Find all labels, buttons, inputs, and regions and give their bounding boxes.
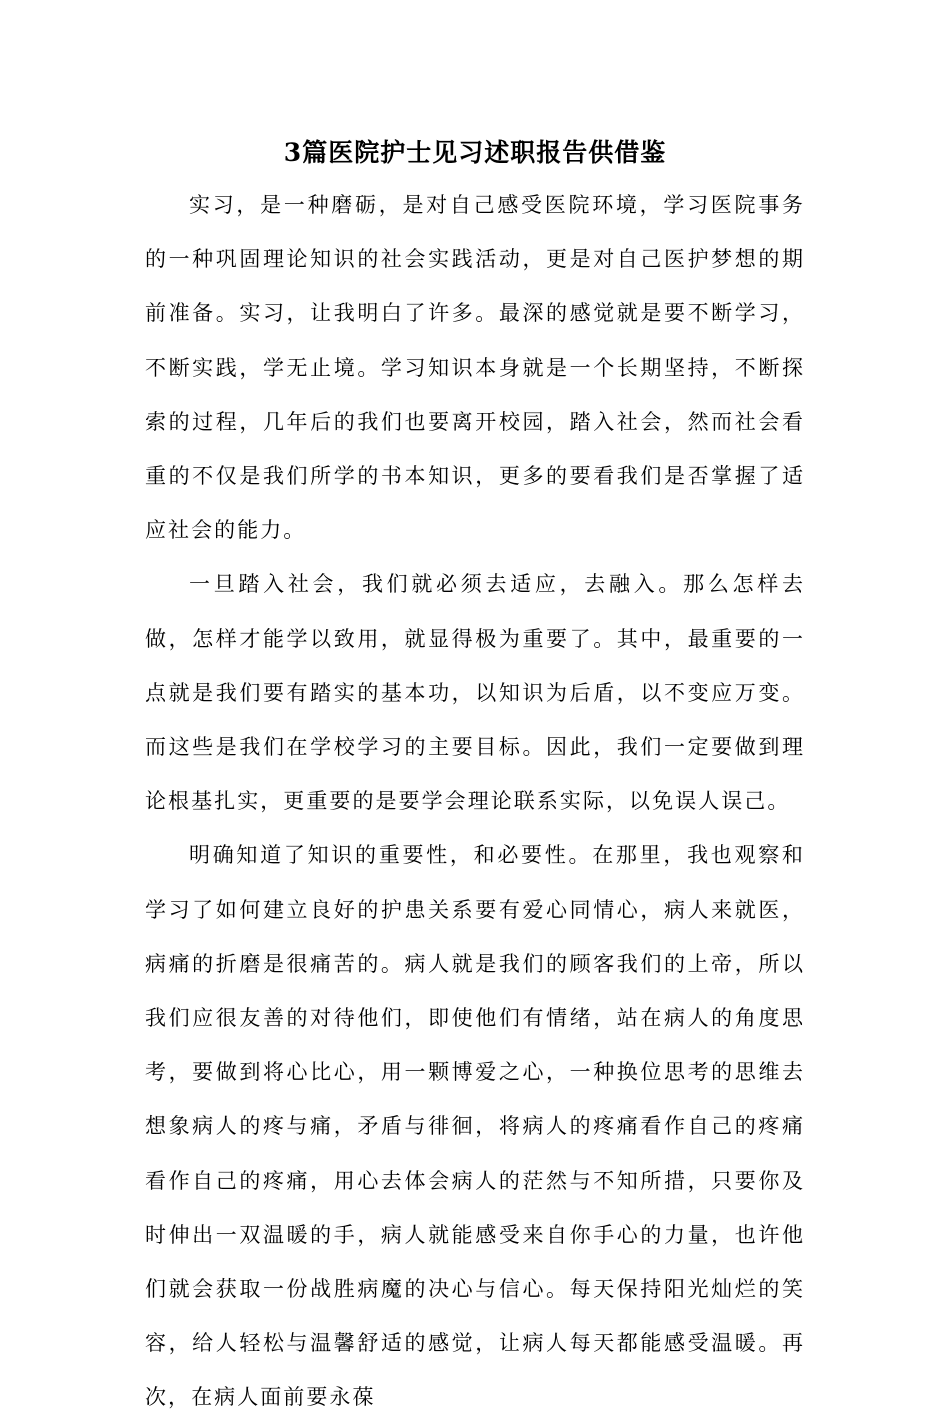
paragraph-1: 实习，是一种磨砺，是对自己感受医院环境，学习医院事务的一种巩固理论知识的社会实践活动，更是对自己医护梦想的期前准备。实习，让我明白了许多。最深的感觉就是要不断学习，不断实践，学无止境。学习知识本身就是一个长期坚持，不断探索的过程，几年后的我们也要离开校园，踏入社会，然而社会看重的不仅是我们所学的书本知识，更多的要看我们是否掌握了适应社会的能力。	[145, 193, 805, 543]
paragraph-3: 明确知道了知识的重要性，和必要性。在那里，我也观察和学习了如何建立良好的护患关系要有爱心同情心，病人来就医，病痛的折磨是很痛苦的。病人就是我们的顾客我们的上帝，所以我们应很友善的对待他们，即使他们有情绪，站在病人的角度思考，要做到将心比心，用一颗博爱之心，一种换位思考的思维去想象病人的疼与痛，矛盾与徘徊，将病人的疼痛看作自己的疼痛看作自己的疼痛，用心去体会病人的茫然与不知所措，只要你及时伸出一双温暖的手，病人就能感受来自你手心的力量，也许他们就会获取一份战胜病魔的决心与信心。每天保持阳光灿烂的笑容，给人轻松与温馨舒适的感觉，让病人每天都能感受温暖。再次，在病人面前要永葆	[145, 843, 805, 1410]
paragraph-2: 一旦踏入社会，我们就必须去适应，去融入。那么怎样去做，怎样才能学以致用，就显得极为重要了。其中，最重要的一点就是我们要有踏实的基本功，以知识为后盾，以不变应万变。而这些是我们在学校学习的主要目标。因此，我们一定要做到理论根基扎实，更重要的是要学会理论联系实际，以免误人误己。	[145, 572, 805, 814]
document-title: 3篇医院护士见习述职报告供借鉴	[283, 138, 667, 167]
document-body	[145, 178, 805, 1425]
